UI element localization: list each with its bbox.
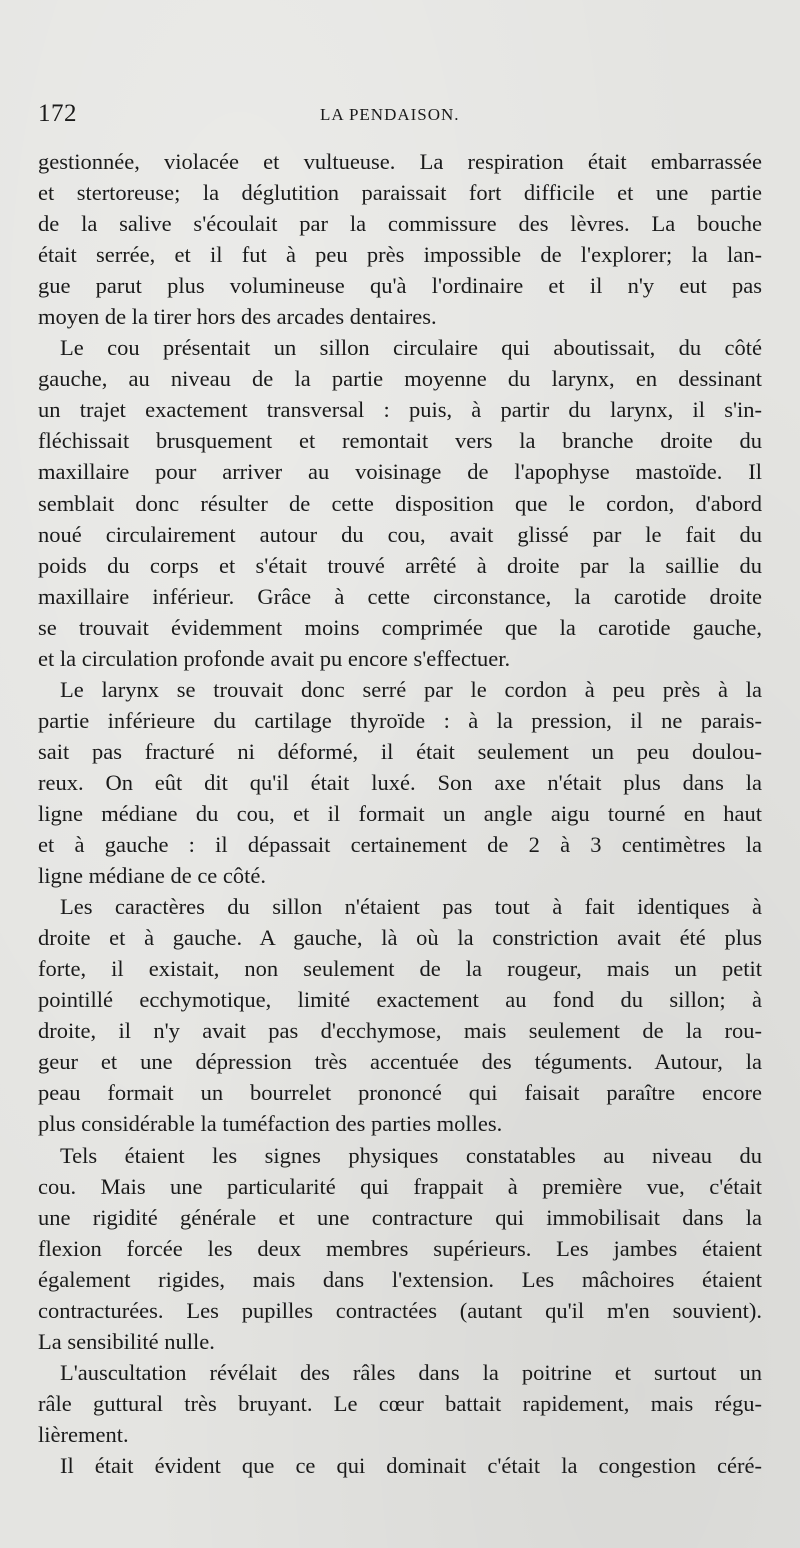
- paragraph-start-line: Tels étaient les signes physiques constatables au niveau du: [60, 1142, 762, 1168]
- text-line: cou. Mais une particularité qui frappait à première vue, c'était: [38, 1173, 762, 1199]
- running-title: LA PENDAISON.: [320, 105, 460, 124]
- text-line: forte, il existait, non seulement de la rougeur, mais un petit: [38, 956, 762, 982]
- text-line: pointillé ecchymotique, limité exactement au fond du sillon; à: [38, 987, 762, 1013]
- text-line: gue parut plus volumineuse qu'à l'ordinaire et il n'y eut pas: [38, 273, 762, 299]
- text-line: et la circulation profonde avait pu encore s'effectuer.: [38, 645, 511, 671]
- text-line: maxillaire inférieur. Grâce à cette circonstance, la carotide droite: [38, 583, 762, 609]
- text-line: et stertoreuse; la déglutition paraissait fort difficile et une partie: [38, 180, 762, 206]
- paragraph-start-line: Le cou présentait un sillon circulaire qui aboutissait, du côté: [60, 335, 762, 361]
- text-line: poids du corps et s'était trouvé arrêté à droite par la saillie du: [38, 552, 762, 578]
- text-line: gauche, au niveau de la partie moyenne du larynx, en dessinant: [38, 366, 762, 392]
- text-line: fléchissait brusquement et remontait vers la branche droite du: [38, 428, 762, 454]
- page-number: 172: [38, 100, 77, 127]
- text-line: semblait donc résulter de cette disposition que le cordon, d'abord: [38, 490, 762, 516]
- text-line: flexion forcée les deux membres supérieurs. Les jambes étaient: [38, 1235, 762, 1261]
- text-line: La sensibilité nulle.: [38, 1328, 215, 1354]
- text-line: et à gauche : il dépassait certainement de 2 à 3 centimètres la: [38, 832, 762, 858]
- text-line: geur et une dépression très accentuée des téguments. Autour, la: [38, 1049, 762, 1075]
- text-line: plus considérable la tuméfaction des parties molles.: [38, 1111, 503, 1137]
- text-line: droite, il n'y avait pas d'ecchymose, mais seulement de la rou-: [38, 1018, 762, 1044]
- text-line: sait pas fracturé ni déformé, il était seulement un peu doulou-: [38, 738, 762, 764]
- paragraph-start-line: L'auscultation révélait des râles dans la poitrine et surtout un: [60, 1359, 762, 1385]
- text-line: reux. On eût dit qu'il était luxé. Son axe n'était plus dans la: [38, 769, 762, 795]
- text-line: partie inférieure du cartilage thyroïde : à la pression, il ne parais-: [38, 707, 762, 733]
- paragraph-start-line: Le larynx se trouvait donc serré par le cordon à peu près à la: [60, 676, 762, 702]
- text-line: ligne médiane de ce côté.: [38, 863, 267, 889]
- text-line: moyen de la tirer hors des arcades dentaires.: [38, 304, 437, 330]
- text-line: râle guttural très bruyant. Le cœur battait rapidement, mais régu-: [38, 1390, 762, 1416]
- text-line: lièrement.: [38, 1421, 129, 1447]
- text-line: contracturées. Les pupilles contractées (autant qu'il m'en souvient).: [38, 1297, 762, 1323]
- text-line: de la salive s'écoulait par la commissure des lèvres. La bouche: [38, 211, 762, 237]
- text-line: un trajet exactement transversal : puis, à partir du larynx, il s'in-: [38, 397, 762, 423]
- body-text: [38, 146, 762, 1481]
- text-line: ligne médiane du cou, et il formait un angle aigu tourné en haut: [38, 800, 762, 826]
- text-line: maxillaire pour arriver au voisinage de l'apophyse mastoïde. Il: [38, 459, 762, 485]
- text-line: noué circulairement autour du cou, avait glissé par le fait du: [38, 521, 762, 547]
- text-line: également rigides, mais dans l'extension. Les mâchoires étaient: [38, 1266, 762, 1292]
- paragraph-start-line: Il était évident que ce qui dominait c'était la congestion céré-: [60, 1452, 762, 1478]
- text-line: gestionnée, violacée et vultueuse. La respiration était embarrassée: [38, 149, 762, 174]
- paragraph-start-line: Les caractères du sillon n'étaient pas tout à fait identiques à: [60, 894, 762, 920]
- text-line: était serrée, et il fut à peu près impossible de l'explorer; la lan-: [38, 242, 762, 268]
- text-line: se trouvait évidemment moins comprimée que la carotide gauche,: [38, 614, 762, 640]
- text-line: peau formait un bourrelet prononcé qui faisait paraître encore: [38, 1080, 762, 1106]
- text-line: droite et à gauche. A gauche, là où la constriction avait été plus: [38, 925, 762, 951]
- text-line: une rigidité générale et une contracture qui immobilisait dans la: [38, 1204, 762, 1230]
- running-header: [38, 96, 478, 132]
